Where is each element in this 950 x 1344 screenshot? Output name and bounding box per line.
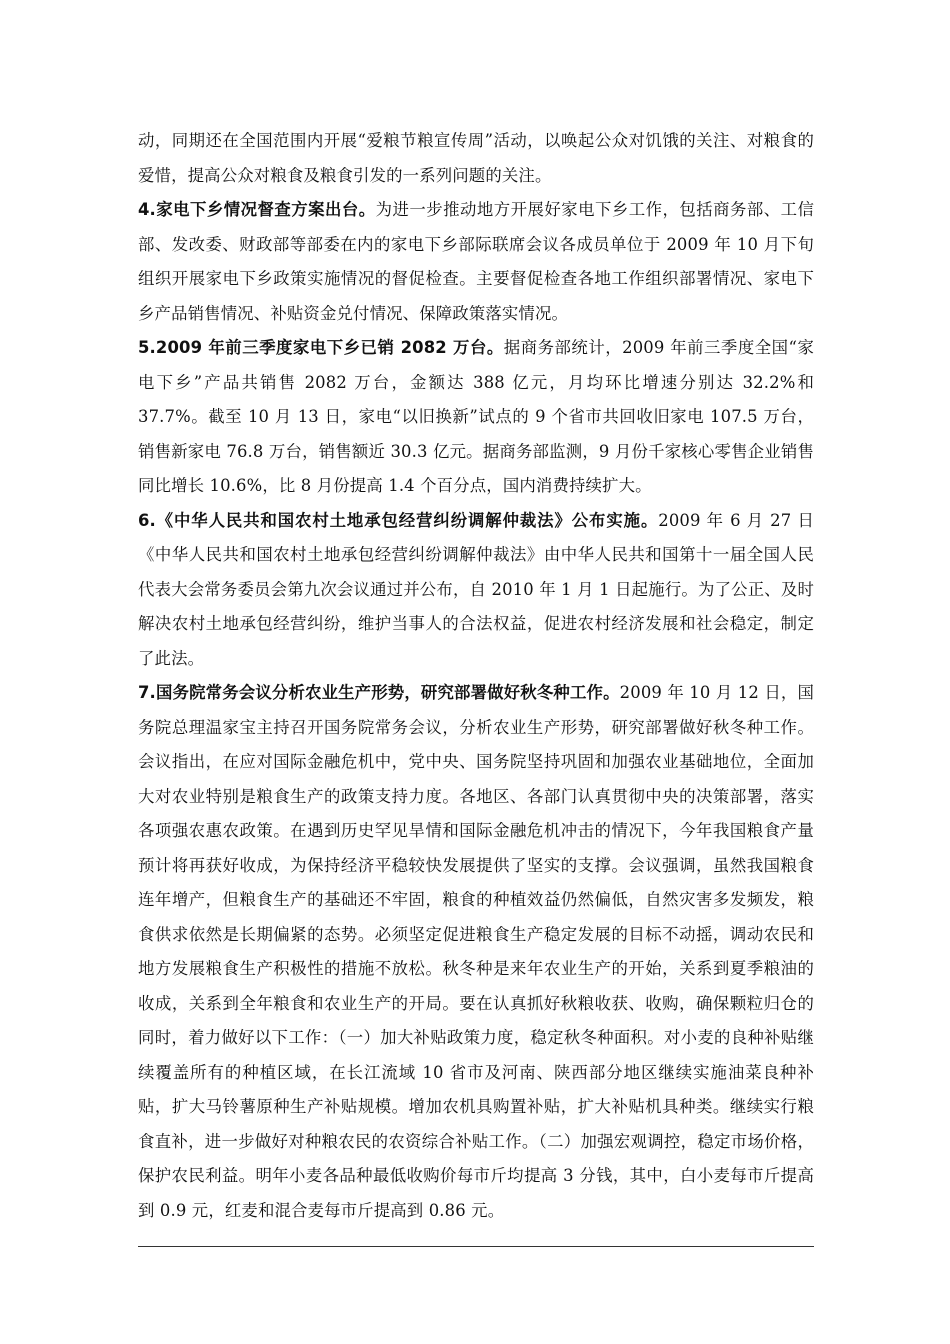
paragraph-item-6 (138, 504, 814, 677)
paragraph-item-7 (138, 676, 814, 1228)
paragraph-body: 为进一步推动地方开展好家电下乡工作，包括商务部、工信部、发改委、财政部等部委在内的家电下乡部际联席会议各成员单位于 2009 年 10 月下旬组织开展家电下乡政策实施情况的督促检查。主要督促检查各地工作组织部署情况、家电下乡产品销售情况、补贴资金兑付情况、保障政策落实情况。 (138, 200, 814, 323)
paragraph-continuation (138, 124, 814, 193)
document-body (138, 124, 814, 1228)
footer-divider (138, 1246, 814, 1247)
paragraph-item-5 (138, 331, 814, 504)
paragraph-heading: 6.《中华人民共和国农村土地承包经营纠纷调解仲裁法》公布实施。 (138, 510, 659, 530)
paragraph-heading: 4.家电下乡情况督查方案出台。 (138, 200, 376, 219)
paragraph-heading: 5.2009 年前三季度家电下乡已销 2082 万台。 (138, 338, 504, 357)
paragraph-item-4 (138, 193, 814, 331)
paragraph-body: 据商务部统计，2009 年前三季度全国“家电下乡”产品共销售 2082 万台，金额达 388 亿元，月均环比增速分别达 32.2%和 37.7%。截至 10 月 13 日，家电“以旧换新”试点的 9 个省市共回收旧家电 107.5 万台，销售新家电 76.8 万台，销售额近 30.3 亿元。据商务部监测，9 月份千家核心零售企业销售同比增长 10.6%，比 8 月份提高 1.4 个百分点，国内消费持续扩大。 (138, 338, 814, 495)
paragraph-heading: 7.国务院常务会议分析农业生产形势，研究部署做好秋冬种工作。 (138, 683, 620, 702)
paragraph-body: 动，同期还在全国范围内开展“爱粮节粮宣传周”活动，以唤起公众对饥饿的关注、对粮食的爱惜，提高公众对粮食及粮食引发的一系列问题的关注。 (138, 131, 814, 185)
paragraph-body: 2009 年 10 月 12 日，国务院总理温家宝主持召开国务院常务会议，分析农业生产形势，研究部署做好秋冬种工作。会议指出，在应对国际金融危机中，党中央、国务院坚持巩固和加强农业基础地位，全面加大对农业特别是粮食生产的政策支持力度。各地区、各部门认真贯彻中央的决策部署，落实各项强农惠农政策。在遇到历史罕见旱情和国际金融危机冲击的情况下，今年我国粮食产量预计将再获好收成，为保持经济平稳较快发展提供了坚实的支撑。会议强调，虽然我国粮食连年增产，但粮食生产的基础还不牢固，粮食的种植效益仍然偏低，自然灾害多发频发，粮食供求依然是长期偏紧的态势。必须坚定促进粮食生产稳定发展的目标不动摇，调动农民和地方发展粮食生产积极性的措施不放松。秋冬种是来年农业生产的开始，关系到夏季粮油的收成，关系到全年粮食和农业生产的开局。要在认真抓好秋粮收获、收购，确保颗粒归仓的同时，着力做好以下工作：（一）加大补贴政策力度，稳定秋冬种面积。对小麦的良种补贴继续覆盖所有的种植区域，在长江流域 10 省市及河南、陕西部分地区继续实施油菜良种补贴，扩大马铃薯原种生产补贴规模。增加农机具购置补贴，扩大补贴机具种类。继续实行粮食直补，进一步做好对种粮农民的农资综合补贴工作。（二）加强宏观调控，稳定市场价格，保护农民利益。明年小麦各品种最低收购价每市斤均提高 3 分钱，其中，白小麦每市斤提高到 0.9 元，红麦和混合麦每市斤提高到 0.86 元。 (138, 683, 814, 1220)
paragraph-body: 2009 年 6 月 27 日《中华人民共和国农村土地承包经营纠纷调解仲裁法》由中华人民共和国第十一届全国人民代表大会常务委员会第九次会议通过并公布，自 2010 年 1 月 1 日起施行。为了公正、及时解决农村土地承包经营纠纷，维护当事人的合法权益，促进农村经济发展和社会稳定，制定了此法。 (138, 510, 814, 668)
